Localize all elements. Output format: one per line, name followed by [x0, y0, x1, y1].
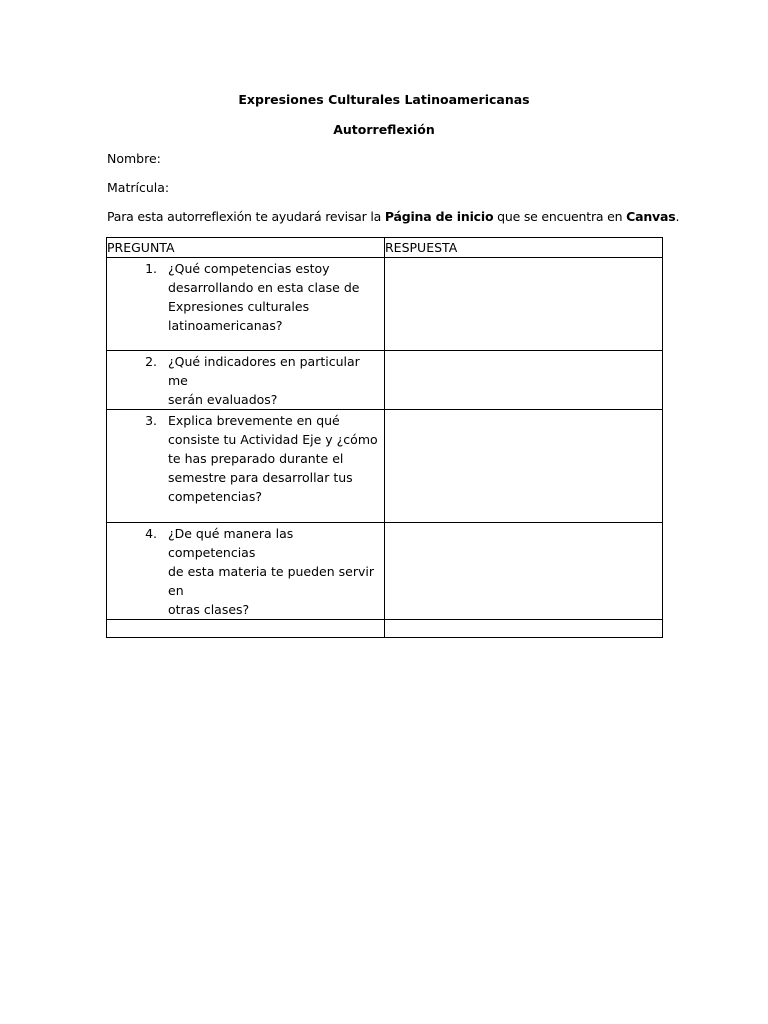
table-row [107, 410, 663, 523]
question-line: otras clases? [168, 602, 250, 617]
empty-cell[interactable] [385, 620, 663, 638]
question-text [158, 411, 384, 506]
answer-cell[interactable] [385, 410, 663, 523]
intro-text-2: que se encuentra en [493, 209, 627, 224]
question-line: te has preparado durante el [168, 451, 344, 466]
question-cell [107, 523, 385, 620]
question-line: ¿Qué indicadores en particular me [168, 354, 360, 388]
header-pregunta: PREGUNTA [107, 238, 385, 258]
question-line: desarrollando en esta clase de [168, 280, 360, 295]
reflection-table [106, 237, 663, 638]
table-row [107, 523, 663, 620]
question-line: Expresiones culturales [168, 299, 310, 314]
question-number: 2. [145, 354, 157, 369]
question-line: competencias? [168, 489, 262, 504]
table-row [107, 258, 663, 351]
intro-text-1: Para esta autorreflexión te ayudará revisar la [107, 209, 385, 224]
answer-cell[interactable] [385, 523, 663, 620]
table-row-empty [107, 620, 663, 638]
document-title: Expresiones Culturales Latinoamericanas [238, 92, 530, 107]
question-text [158, 524, 384, 619]
answer-cell[interactable] [385, 258, 663, 351]
question-text [158, 352, 384, 409]
answer-cell[interactable] [385, 351, 663, 410]
question-cell [107, 351, 385, 410]
question-line: ¿Qué competencias estoy [168, 261, 330, 276]
table-header-row [107, 238, 663, 258]
question-line: de esta materia te pueden servir en [168, 564, 374, 598]
question-cell [107, 410, 385, 523]
question-number: 1. [145, 261, 157, 276]
intro-bold-pagina-de-inicio: Página de inicio [384, 209, 494, 224]
question-line: ¿De qué manera las competencias [168, 526, 294, 560]
question-number: 4. [145, 526, 157, 541]
table-row [107, 351, 663, 410]
question-line: Explica brevemente en qué [168, 413, 340, 428]
intro-text-3: . [675, 209, 680, 224]
intro-bold-canvas: Canvas [626, 209, 676, 224]
question-line: serán evaluados? [168, 392, 278, 407]
question-text [158, 259, 384, 335]
header-respuesta: RESPUESTA [385, 238, 663, 258]
empty-cell[interactable] [107, 620, 385, 638]
intro-paragraph [107, 209, 679, 225]
question-line: consiste tu Actividad Eje y ¿cómo [168, 432, 378, 447]
nombre-label: Nombre: [107, 151, 161, 166]
matricula-label: Matrícula: [107, 180, 170, 195]
question-line: latinoamericanas? [168, 318, 283, 333]
document-subtitle: Autorreflexión [333, 122, 435, 137]
question-line: semestre para desarrollar tus [168, 470, 353, 485]
question-number: 3. [145, 413, 157, 428]
question-cell [107, 258, 385, 351]
